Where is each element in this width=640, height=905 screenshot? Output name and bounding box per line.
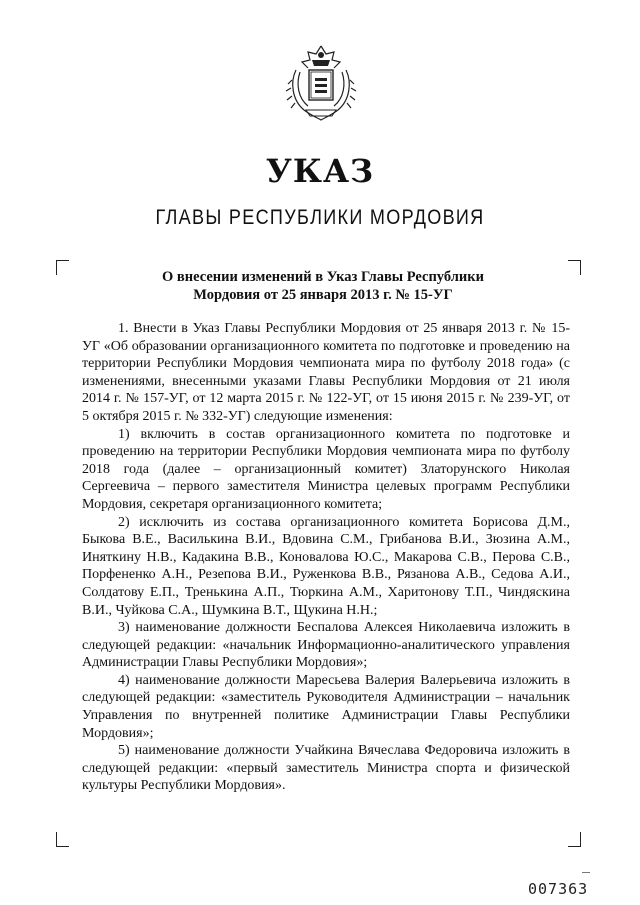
corner-mark-bottom-right (568, 832, 581, 847)
paragraph-item-3: 3) наименование должности Беспалова Алексея Николаевича изложить в следующей редакции: «начальник Информационно-аналитического управления Администрации Главы Республики Мордовия»; (82, 620, 570, 671)
paragraph-item-4: 4) наименование должности Маресьева Валерия Валерьевича изложить в следующей редакции: «заместитель Руководителя Администрации – начальник Управления по внутренней политике Администрации Главы Республики Мордовия»; (82, 672, 570, 741)
corner-mark-top-left (56, 260, 69, 275)
heading-line-2: Мордовия от 25 января 2013 г. № 15-УГ (193, 287, 453, 303)
coat-of-arms-icon (282, 40, 360, 122)
paragraph-item-1: 1) включить в состав организационного комитета по подготовке и проведению на территории Республики Мордовия чемпионата мира по футболу 2018 года (далее – организационный комитет) Златорунского Николая Сергеевича – первого заместителя Министра целевых программ Республики Мордовия, секретаря организационного комитета; (82, 426, 570, 512)
heading-line-1: О внесении изменений в Указ Главы Республики (162, 269, 484, 285)
small-mark (582, 872, 590, 876)
page-stamp-number: 007363 (528, 880, 589, 898)
document-body (82, 320, 570, 795)
corner-mark-top-right (568, 260, 581, 275)
paragraph-1: 1. Внести в Указ Главы Республики Мордовия от 25 января 2013 г. № 15-УГ «Об образовании организационного комитета по подготовке и проведению на территории Республики Мордовия чемпионата мира по футболу 2018 года» (с изменениями, внесенными указами Главы Республики Мордовия от 21 июля 2014 г. № 157-УГ, от 12 марта 2015 г. № 122-УГ, от 15 июня 2015 г. № 239-УГ, от 5 октября 2015 г. № 332-УГ) следующие изменения: (82, 321, 570, 424)
document-heading (150, 268, 496, 304)
paragraph-item-5: 5) наименование должности Учайкина Вячеслава Федоровича изложить в следующей редакции: «первый заместитель Министра спорта и физической культуры Республики Мордовия». (82, 743, 570, 794)
paragraph-item-2: 2) исключить из состава организационного комитета Борисова Д.М., Быкова В.Е., Василькина В.И., Вдовина С.М., Грибанова В.И., Зюзина А.М., Иняткину Н.В., Кадакина В.В., Коновалова Ю.С., Макарова С.В., Перова С.В., Порфененко А.Н., Резепова В.И., Руженкова В.В., Рязанова А.В., Седова А.И., Солдатову Е.П., Тренькина А.П., Тюркина А.М., Харитонову Т.П., Чиндяскина В.И., Чуйкова С.А., Шумкина В.Т., Щукина Н.Н.; (82, 514, 570, 618)
corner-mark-bottom-left (56, 832, 69, 847)
document-title: УКАЗ (265, 152, 375, 190)
document-subtitle: ГЛАВЫ РЕСПУБЛИКИ МОРДОВИЯ (155, 206, 485, 229)
